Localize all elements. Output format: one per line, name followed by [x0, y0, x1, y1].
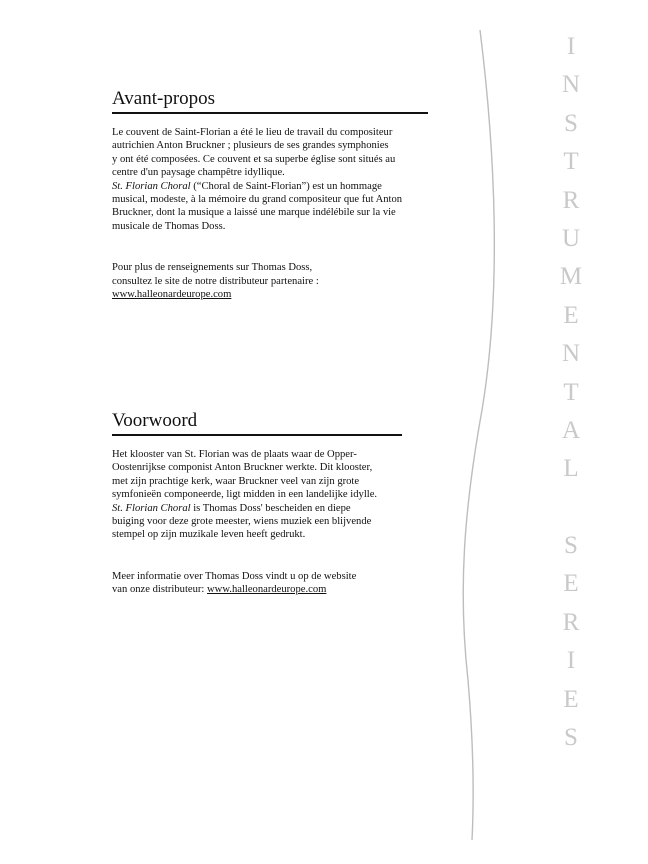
dutch-line-5: is Thomas Doss' bescheiden en diepe [190, 502, 351, 514]
series-title-letter: L [563, 455, 579, 483]
series-title-letter: S [564, 724, 578, 752]
french-line-7: Bruckner, dont la musique a laissé une marque indélébile sur la vie [112, 207, 396, 219]
series-title-letter: M [559, 263, 583, 291]
series-title-letter: S [564, 109, 578, 137]
series-title-letter: S [564, 532, 578, 560]
dutch-line-1: Het klooster van St. Florian was de plaats waar de Opper- [112, 449, 357, 460]
series-title-letter: N [561, 71, 581, 99]
dutch-heading: Voorwoord [112, 410, 402, 436]
series-title-letter: I [566, 33, 576, 60]
decorative-curve [440, 30, 500, 840]
dutch-line-4: symfonieën componeerde, ligt midden in een landelijke idylle. [112, 489, 378, 501]
dutch-info-line-2: van onze distributeur: [112, 584, 208, 596]
french-work-title: St. Florian Choral [112, 180, 191, 192]
dutch-work-title: St. Florian Choral [112, 502, 191, 514]
curve-path [463, 30, 494, 840]
dutch-line-6: buiging voor deze grote meester, wiens muziek een blijvende [112, 516, 372, 528]
french-line-3: y ont été composées. Ce couvent et sa superbe église sont situés au [112, 153, 396, 165]
series-title-letter: E [563, 301, 579, 329]
series-title-letter: R [562, 608, 580, 636]
dutch-line-7: stempel op zijn muzikale leven heeft gedrukt. [112, 529, 306, 541]
french-line-6: musical, modeste, à la mémoire du grand compositeur que fut Anton [112, 194, 403, 206]
french-line-8: musicale de Thomas Doss. [112, 220, 226, 232]
series-title-letter: E [563, 570, 579, 598]
french-info-line-2: consultez le site de notre distributeur partenaire : [112, 275, 319, 287]
french-info-line-1: Pour plus de renseignements sur Thomas Doss, [112, 262, 313, 274]
dutch-website-link[interactable]: www.halleonardeurope.com [207, 584, 327, 596]
series-title [553, 34, 589, 834]
french-line-4: centre d'un paysage champêtre idyllique. [112, 167, 285, 179]
dutch-line-2: Oostenrijkse componist Anton Bruckner werkte. Dit klooster, [112, 462, 373, 474]
series-title-letter: I [566, 647, 576, 675]
french-paragraph [112, 126, 428, 233]
french-section [112, 88, 428, 301]
series-title-letter: N [561, 340, 581, 368]
series-title-letter: T [563, 148, 579, 176]
french-line-5: (“Choral de Saint-Florian”) est un hommage [190, 180, 382, 192]
french-heading: Avant-propos [112, 88, 428, 114]
dutch-line-3: met zijn prachtige kerk, waar Bruckner veel van zijn grote [112, 475, 360, 487]
dutch-section [112, 410, 402, 597]
dutch-info-line-1: Meer informatie over Thomas Doss vindt u op de website [112, 570, 357, 582]
series-title-letter: E [563, 685, 579, 713]
series-title-letter: U [561, 224, 581, 252]
series-title-letter: A [561, 416, 581, 444]
series-title-letter: T [563, 378, 579, 406]
french-line-1: Le couvent de Saint-Florian a été le lieu de travail du compositeur [112, 127, 393, 138]
dutch-info [112, 570, 402, 597]
french-website-link[interactable]: www.halleonardeurope.com [112, 289, 232, 301]
french-info [112, 261, 428, 301]
series-title-letter: R [562, 186, 580, 214]
dutch-paragraph [112, 448, 402, 542]
french-line-2: autrichien Anton Bruckner ; plusieurs de ses grandes symphonies [112, 140, 389, 152]
